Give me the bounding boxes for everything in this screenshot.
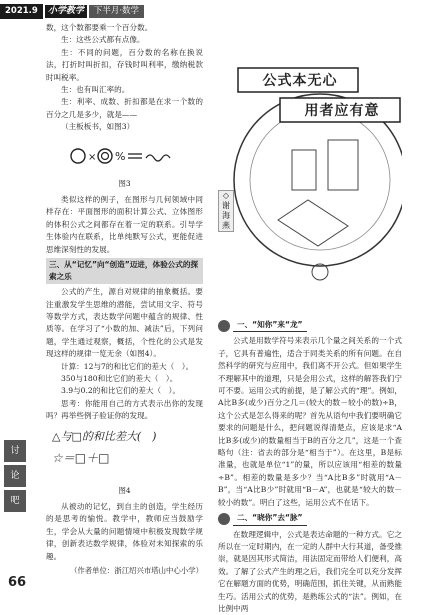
text-line: 数，这个数都要乘一个百分数。 xyxy=(46,22,203,34)
handwriting-line: △与□的和比差大( ) xyxy=(46,427,203,447)
right-column xyxy=(218,316,402,615)
bullet-icon xyxy=(218,320,230,332)
paragraph: 公式的产生，源自对规律的抽象概括。要注重激发学生思维的潜能，尝试用文字、符号等数学方式，表达数学问题中蕴含的规律、性质等。在学习了“小数的加、减法”后，下列问题，学生通过观察，概括，个性化的公式是发现这样的规律一览无余（如图4）。 xyxy=(46,286,203,360)
paragraph: 思考：你能用自己的方式表示出你的发现吗？再举些例子验证你的发现。 xyxy=(46,398,203,423)
section-heading-label: 一、“知你”来“龙” xyxy=(233,319,307,332)
handwritten-formula-figure xyxy=(46,138,203,176)
issue-label: 2021.9 xyxy=(0,4,43,19)
section-heading-1 xyxy=(218,319,402,332)
sidebar-tab: 论 xyxy=(4,465,26,487)
title-line-2: 用者应有意 xyxy=(284,100,400,120)
text-line: 生：利率、成数、折扣都是在求一个数的百分之几是多少，就是—— xyxy=(46,96,203,121)
paragraph: 公式是用数学符号来表示几个量之间关系的一个式子，它具有普遍性，适合于同类关系的所有问题。在自然科学的研究与应用中，我们离不开公式。但如果学生不理解其中的道理，只是会用公式，这样的解答我们宁可不要。运用公式的前提，是了解公式的“理”。例如，A比B多(或少)百分之几＝(较大的数－较小的数)÷B，这个公式是怎么得来的呢？首先从语句中我们要明确它要求的问题是什么，把问题说得清楚点，应该是求“A比B多(或少)的数量相当于B的百分之几”，这是一个查略句（注：省去的部分是“相当于”）。在这里，B是标准量，也就是单位“1”的量，所以应该用“相差的数量÷B”。相差的数量是多少？当“A比B多”时就用“A－B”，当“A比B少”时就用“B－A”，也就是“较大的数－较小的数”。明白了这些，运用公式不在话下。 xyxy=(218,335,402,509)
author-name: ◇谢海燕 xyxy=(218,190,234,232)
title-line-1: 公式本无心 xyxy=(242,70,358,90)
author-affiliation: （作者单位：浙江绍兴市塔山中心小学） xyxy=(46,565,203,577)
svg-text:%: % xyxy=(115,150,125,163)
sidebar-tab: 讨 xyxy=(4,440,26,462)
figure-4 xyxy=(46,427,203,483)
sidebar-tab: 吧 xyxy=(4,490,26,512)
section-heading-2 xyxy=(218,512,402,525)
calc-line: 计算：12与7的和比它们的差大（ ）。 xyxy=(46,361,203,373)
calc-line: 3.9与0.2的和比它们的差大（ ）。 xyxy=(46,385,203,397)
figure-3 xyxy=(46,138,203,176)
figure-3-caption: 图3 xyxy=(46,178,203,190)
paragraph: 类似这样的例子，在图形与几何领域中同样存在：平面图形的面积计算公式、立体图形的体积公式之间都存在着一定的联系。引导学生体验内在联系，比单纯默写公式，更能促进思维深刻性的发展。 xyxy=(46,194,203,256)
article-title-illustration xyxy=(218,40,402,312)
paragraph: 从被动的记忆，到自主的创造，学生经历的是思考的愉悦。教学中，教师应当鼓励学生，学会从大量的问题情境中积极发现数学规律，创新表达数学规律，体验对未知探索的乐趣。 xyxy=(46,501,203,563)
figure-4-caption: 图4 xyxy=(46,485,203,497)
svg-text:×: × xyxy=(88,152,96,163)
text-line: 生：也有叫汇率的。 xyxy=(46,84,203,96)
section-heading: 三、从“记忆”向“创造”迈进，体验公式的探索之乐 xyxy=(46,258,203,284)
sidebar-tabs xyxy=(4,440,26,515)
page-header xyxy=(0,4,200,19)
text-line: （主板板书，如图3） xyxy=(46,121,203,133)
paragraph: 在数理逻辑中，公式是表达命题的一种方式。它之所以在一定时期内，在一定的人群中大行其道，备受推崇，就是因其形式简洁，用法固定而带给人们便利，高效。了解了公式产生的理之后，我们完全可以充分发挥它在解题方面的优势，明确范围，抓住关键，从而熟能生巧。活用公式的优势，是熟练公式的“法”。例如，在比例中两 xyxy=(218,529,402,615)
section-heading-label: 二、“晓你”去“脉” xyxy=(233,512,307,525)
bullet-icon xyxy=(218,513,230,525)
edition-label: 下半月·数学 xyxy=(89,5,144,18)
text-line: 生：这些公式都有点像。 xyxy=(46,34,203,46)
page-number: 66 xyxy=(8,575,26,590)
text-line: 生：不同的问题，百分数的名称在换说法，打折时叫折扣，存钱时叫利率，缴纳税款时叫税率。 xyxy=(46,47,203,84)
calc-line: 350与180和比它们的差大（ ）。 xyxy=(46,373,203,385)
left-column xyxy=(46,22,203,577)
magazine-title: 小学教学 xyxy=(45,5,87,18)
handwriting-line: ☆＝□＋□ xyxy=(46,447,203,469)
